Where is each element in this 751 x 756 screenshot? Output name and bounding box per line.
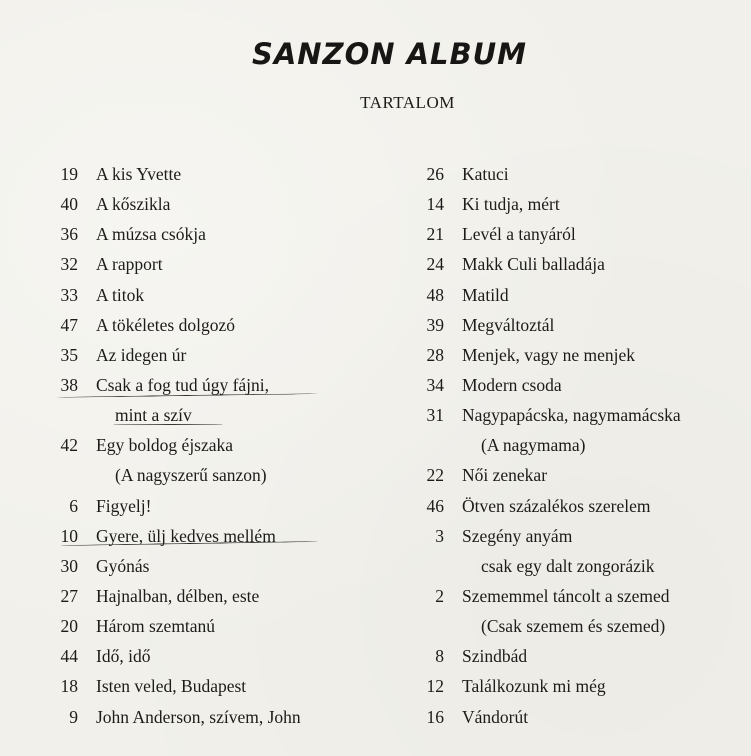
- toc-entry: [40, 159, 400, 189]
- song-title: A múzsa csókja: [96, 224, 206, 245]
- toc-entry: [40, 641, 400, 671]
- song-title: Modern csoda: [462, 374, 562, 395]
- page-number: 40: [60, 194, 78, 215]
- page-number: 39: [426, 314, 444, 335]
- toc-entry: [40, 521, 400, 551]
- song-title: Hajnalban, délben, este: [96, 585, 260, 606]
- page-number: 10: [60, 525, 78, 546]
- toc-entry: [406, 159, 751, 189]
- song-title: A kis Yvette: [96, 164, 182, 184]
- page-number: 12: [426, 676, 444, 697]
- toc-entry: [406, 581, 751, 611]
- toc-entry: [40, 280, 400, 310]
- toc-entry: [40, 702, 400, 732]
- contents-right-column: [406, 159, 751, 732]
- toc-entry: [406, 702, 751, 732]
- page-number: 46: [426, 495, 444, 516]
- page-number: 31: [426, 405, 444, 426]
- toc-entry: [40, 219, 400, 249]
- song-title: Megváltoztál: [462, 314, 555, 335]
- contents-heading: TARTALOM: [360, 93, 455, 112]
- song-title: Szindbád: [462, 646, 528, 667]
- toc-entry: [40, 430, 400, 460]
- toc-entry-continuation: [40, 460, 400, 490]
- page-number: 14: [426, 194, 444, 215]
- page-number: 38: [60, 374, 78, 395]
- song-title: Matild: [462, 284, 509, 305]
- song-title-continuation: mint a szív: [115, 405, 192, 426]
- toc-entry-continuation: [406, 551, 751, 581]
- song-title: A titok: [96, 284, 145, 305]
- toc-entry: [40, 310, 400, 340]
- page-number: 16: [426, 706, 444, 727]
- contents-left-column: [40, 159, 400, 732]
- song-title: Figyelj!: [96, 495, 152, 516]
- toc-entry: [406, 280, 751, 310]
- page-number: 6: [69, 495, 78, 516]
- toc-entry: [40, 249, 400, 279]
- song-title-continuation: (A nagymama): [481, 435, 586, 456]
- toc-entry: [406, 641, 751, 671]
- toc-entry-continuation: [406, 611, 751, 641]
- song-title-continuation: (Csak szemem és szemed): [481, 616, 666, 637]
- page-number: 30: [60, 555, 78, 576]
- toc-entry: [406, 219, 751, 249]
- toc-entry-continuation: [40, 400, 400, 430]
- song-title: Levél a tanyáról: [462, 224, 576, 245]
- song-title: Szememmel táncolt a szemed: [462, 585, 670, 606]
- song-title-continuation: (A nagyszerű sanzon): [115, 465, 267, 486]
- song-title: A kőszikla: [96, 194, 171, 215]
- page-number: 33: [60, 284, 78, 305]
- song-title: John Anderson, szívem, John: [96, 706, 301, 727]
- page-number: 44: [60, 646, 78, 667]
- page-number: 42: [60, 435, 78, 456]
- toc-entry: [406, 370, 751, 400]
- toc-entry: [406, 400, 751, 430]
- toc-entry: [40, 611, 400, 641]
- toc-entry: [40, 581, 400, 611]
- song-title: Ki tudja, mért: [462, 194, 560, 215]
- song-title: Találkozunk mi még: [462, 676, 606, 697]
- album-title: SANZON ALBUM: [251, 37, 528, 71]
- page-number: 9: [69, 706, 78, 727]
- page-number: 22: [426, 465, 444, 486]
- page-number: 2: [435, 585, 444, 606]
- toc-entry: [40, 491, 400, 521]
- page-number: 35: [60, 344, 78, 365]
- song-title: Ötven százalékos szerelem: [462, 495, 651, 516]
- page-number: 32: [60, 254, 78, 275]
- song-title: Női zenekar: [462, 465, 548, 486]
- page-number: 3: [435, 525, 444, 546]
- song-title-continuation: csak egy dalt zongorázik: [481, 555, 655, 576]
- song-title: Menjek, vagy ne menjek: [462, 344, 636, 365]
- page-number: 28: [426, 344, 444, 365]
- page-number: 24: [426, 254, 444, 275]
- toc-entry-continuation: [406, 430, 751, 460]
- song-title: Gyónás: [96, 555, 150, 576]
- song-title: Egy boldog éjszaka: [96, 435, 234, 456]
- page-number: 36: [60, 224, 78, 245]
- page-number: 21: [426, 224, 444, 245]
- toc-entry: [40, 340, 400, 370]
- song-title: Isten veled, Budapest: [96, 676, 247, 697]
- song-title: Három szemtanú: [96, 616, 216, 637]
- page-number: 19: [60, 164, 78, 184]
- toc-entry: [406, 521, 751, 551]
- toc-entry: [40, 671, 400, 701]
- song-title: Az idegen úr: [96, 344, 187, 365]
- toc-entry: [40, 189, 400, 219]
- page-number: 8: [435, 646, 444, 667]
- toc-entry: [406, 491, 751, 521]
- page-number: 26: [426, 164, 444, 184]
- song-title: A tökéletes dolgozó: [96, 314, 236, 335]
- song-title: A rapport: [96, 254, 163, 275]
- page-number: 20: [60, 616, 78, 637]
- page-number: 47: [60, 314, 78, 335]
- song-title: Csak a fog tud úgy fájni,: [96, 374, 270, 395]
- page-number: 48: [426, 284, 444, 305]
- page-number: 18: [60, 676, 78, 697]
- song-title: Makk Culi balladája: [462, 254, 605, 275]
- song-title: Katuci: [462, 164, 509, 184]
- song-title: Idő, idő: [96, 646, 151, 667]
- song-title: Vándorút: [462, 706, 529, 727]
- toc-entry: [406, 310, 751, 340]
- page-number: 34: [426, 374, 444, 395]
- page-number: 27: [60, 585, 78, 606]
- toc-entry: [40, 551, 400, 581]
- toc-entry: [406, 189, 751, 219]
- toc-entry: [406, 671, 751, 701]
- toc-entry: [406, 340, 751, 370]
- song-title: Gyere, ülj kedves mellém: [96, 525, 276, 546]
- song-title: Nagypapácska, nagymamácska: [462, 405, 681, 426]
- toc-entry: [406, 460, 751, 490]
- toc-entry: [406, 249, 751, 279]
- song-title: Szegény anyám: [462, 525, 573, 546]
